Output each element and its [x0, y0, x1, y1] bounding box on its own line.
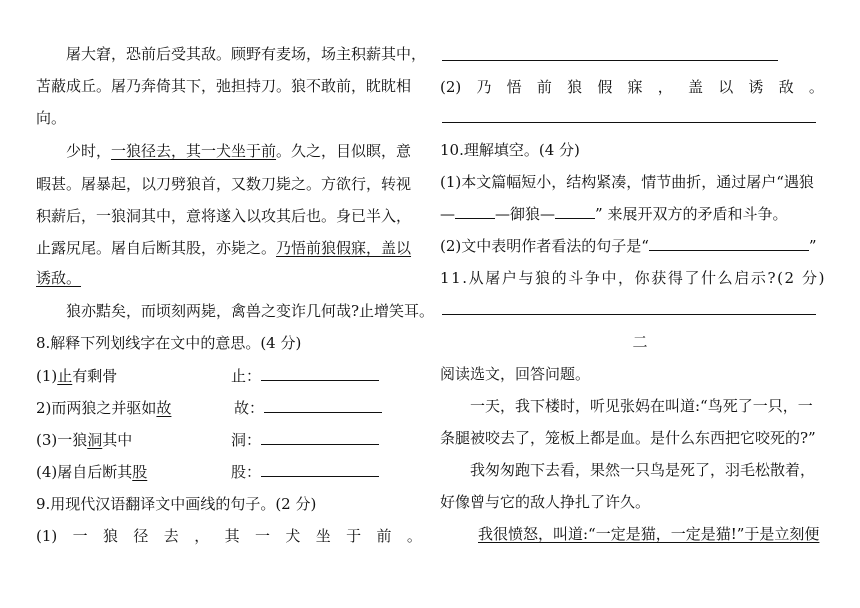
q8-underlined-char: 故 — [156, 399, 172, 417]
passage-line: 屠大窘，恐前后受其敌。顾野有麦场，场主积薪其中， — [66, 45, 427, 63]
q9-char: 盖 — [687, 78, 703, 96]
answer-blank[interactable] — [555, 204, 595, 219]
q9-sentence-1 — [36, 526, 422, 546]
passage-line: 向。 — [36, 109, 67, 127]
q9-char: 一 — [254, 527, 270, 545]
passage-text: 少时， — [66, 142, 112, 160]
q8-char-label: 洞： — [231, 431, 262, 449]
reading-instruction: 阅读选文，回答问题。 — [440, 365, 591, 383]
passage-text: 止露尻尾。屠自后断其股，亦毙之。 — [36, 239, 277, 257]
passage-line: 狼亦黠矣，而顷刻两毙，禽兽之变诈几何哉?止增笑耳。 — [66, 302, 435, 320]
passage-line — [36, 238, 422, 258]
q9-char: 去 — [163, 527, 179, 545]
underlined-sentence: 我很愤怒，叫道:“一定是猫，一定是猫!”于是立刻便 — [478, 525, 820, 543]
passage-line — [36, 268, 422, 288]
answer-line-q11[interactable] — [442, 314, 816, 315]
q8-item-text: 其中 — [102, 431, 133, 449]
passage-line: 好像曾与它的敌人挣扎了许久。 — [440, 493, 651, 511]
q9-char: 乃 — [476, 78, 492, 96]
q8-answer-label — [231, 462, 379, 482]
q8-item-text: 有剩骨 — [72, 367, 118, 385]
underlined-sentence: 乃悟前狼假寐，盖以 — [276, 239, 412, 257]
q9-char: 径 — [133, 527, 149, 545]
q9-char: (1) — [36, 527, 58, 545]
passage-line: 暇甚。屠暴起，以刀劈狼首，又数刀毙之。方欲行，转视 — [36, 175, 412, 193]
q9-char: 诱 — [748, 78, 764, 96]
section-number: 二 — [632, 333, 648, 351]
q10-line — [440, 204, 824, 224]
passage-line: 条腿被咬去了，笼板上都是血。是什么东西把它咬死的?” — [440, 429, 816, 447]
q8-item — [36, 398, 422, 418]
answer-blank[interactable] — [261, 462, 379, 477]
q9-char: 以 — [718, 78, 734, 96]
q9-char: 狼 — [567, 78, 583, 96]
q10-text: (2)文中表明作者看法的句子是“ — [440, 237, 649, 255]
q8-item-text: 2)而两狼之并驱如 — [36, 399, 157, 417]
question-9-title: 9.用现代汉语翻译文中画线的句子。(2 分) — [36, 495, 317, 513]
q8-item-text: (1) — [36, 367, 58, 385]
q10-text: —御狼— — [495, 205, 556, 223]
answer-blank[interactable] — [261, 366, 379, 381]
passage-line — [36, 141, 422, 161]
q9-char: 其 — [224, 527, 240, 545]
q8-underlined-char: 洞 — [87, 431, 103, 449]
q9-char: 于 — [346, 527, 362, 545]
q9-char: ， — [194, 527, 210, 545]
q9-char: 一 — [72, 527, 88, 545]
answer-blank[interactable] — [649, 236, 809, 251]
q10-text: ” 来展开双方的矛盾和斗争。 — [595, 205, 788, 223]
q8-char-label: 止： — [231, 367, 262, 385]
q9-char: 假 — [597, 78, 613, 96]
answer-blank[interactable] — [264, 398, 382, 413]
q8-char-label: 股： — [231, 463, 262, 481]
q9-char: ， — [657, 78, 673, 96]
q8-item — [36, 366, 422, 386]
answer-line-q9-1[interactable] — [442, 60, 778, 61]
question-8-title: 8.解释下列划线字在文中的意思。(4 分) — [36, 334, 302, 352]
q8-underlined-char: 股 — [132, 463, 148, 481]
q9-char: 前 — [376, 527, 392, 545]
passage-line: 一天，我下楼时，听见张妈在叫道:“鸟死了一只，一 — [470, 397, 813, 415]
answer-blank[interactable] — [455, 204, 495, 219]
q10-line — [440, 236, 824, 256]
q9-sentence-2 — [440, 77, 824, 97]
passage-line — [440, 524, 824, 544]
q8-item — [36, 462, 422, 482]
q10-text: — — [440, 205, 455, 223]
answer-line-q9-2[interactable] — [442, 122, 816, 123]
question-11-title: 11.从屠户与狼的斗争中，你获得了什么启示?(2 分) — [440, 269, 827, 287]
passage-line: 我匆匆跑下去看，果然一只鸟是死了，羽毛松散着， — [470, 461, 816, 479]
q8-answer-label — [231, 430, 379, 450]
q9-char: 悟 — [506, 78, 522, 96]
q8-answer-label — [234, 398, 382, 418]
q9-char: 。 — [808, 78, 824, 96]
q9-char: 。 — [406, 527, 422, 545]
q8-answer-label — [231, 366, 379, 386]
q8-item-text: (4)屠自后断其 — [36, 463, 133, 481]
passage-line: 苫蔽成丘。屠乃奔倚其下，弛担持刀。狼不敢前，眈眈相 — [36, 77, 412, 95]
q8-underlined-char: 止 — [57, 367, 73, 385]
q10-text: ” — [808, 237, 817, 255]
q9-char: 寐 — [627, 78, 643, 96]
passage-line: 积薪后，一狼洞其中，意将遂入以攻其后也。身已半入， — [36, 207, 412, 225]
q9-char: 犬 — [285, 527, 301, 545]
underlined-sentence: 诱敌。 — [36, 269, 82, 287]
q8-char-label: 故： — [234, 399, 265, 417]
q9-char: 狼 — [103, 527, 119, 545]
q8-item-text: (3)一狼 — [36, 431, 88, 449]
q9-char: 敌 — [778, 78, 794, 96]
q8-item — [36, 430, 422, 450]
question-10-title: 10.理解填空。(4 分) — [440, 141, 580, 159]
q9-char: 坐 — [315, 527, 331, 545]
q9-char: (2) — [440, 78, 462, 96]
q10-line: (1)本文篇幅短小，结构紧凑，情节曲折，通过屠户“遇狼 — [440, 173, 814, 191]
underlined-sentence: 一狼径去，其一犬坐于前 — [111, 142, 277, 160]
passage-text: 。久之，目似瞑，意 — [276, 142, 412, 160]
answer-blank[interactable] — [261, 430, 379, 445]
q9-char: 前 — [536, 78, 552, 96]
